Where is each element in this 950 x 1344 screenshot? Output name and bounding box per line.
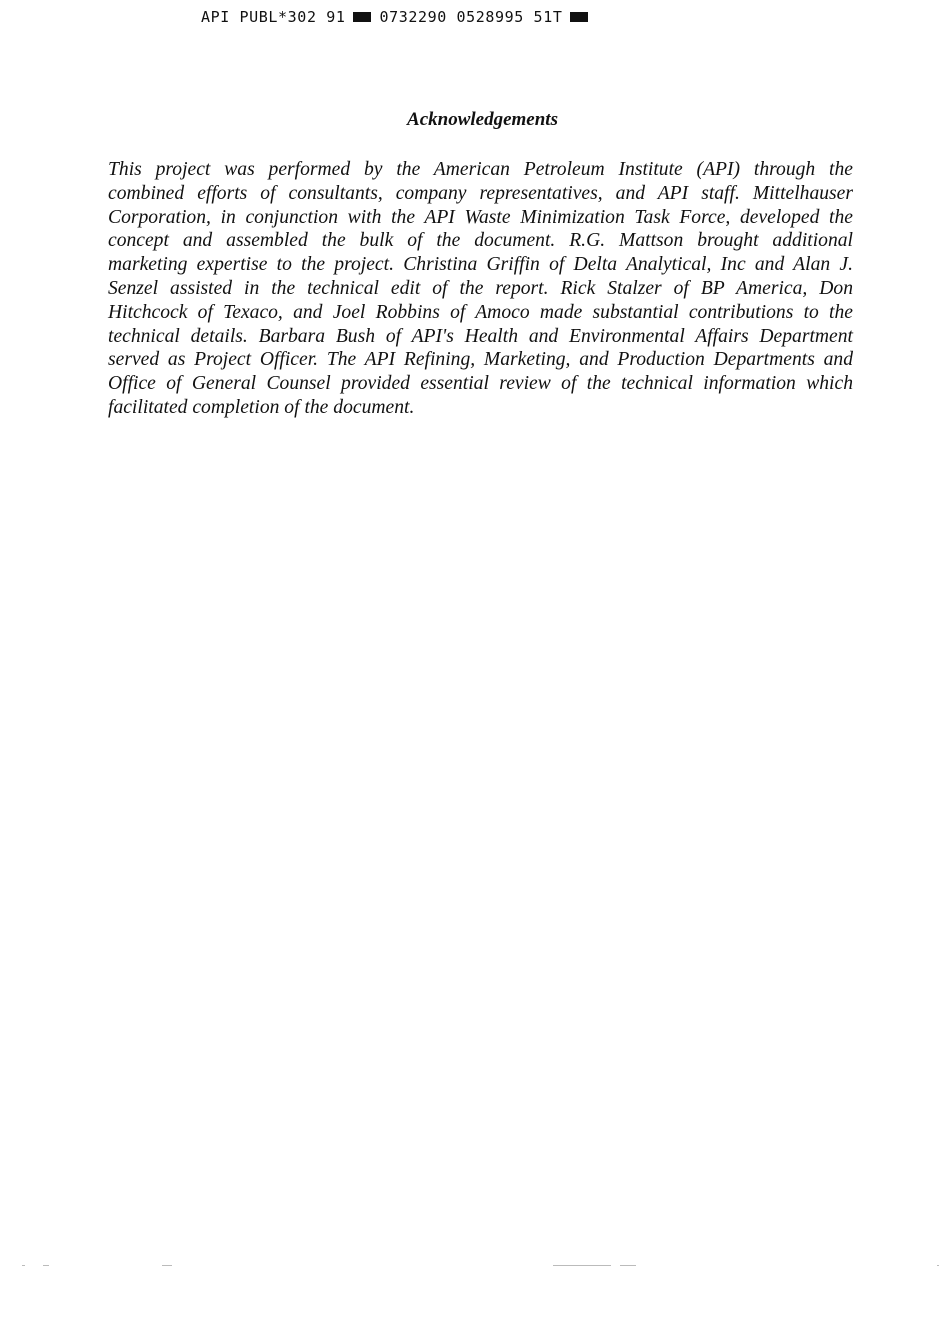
paragraph-line: marketing expertise to the project. Christina Griffin of Delta Analytical, Inc and Alan J.	[108, 254, 853, 276]
scan-artifact	[43, 1265, 49, 1266]
scan-artifact	[162, 1265, 172, 1266]
document-code-part2: 0732290 0528995 51T	[379, 8, 563, 26]
acknowledgements-paragraph	[108, 158, 853, 420]
scan-artifact	[620, 1265, 636, 1266]
page-title: Acknowledgements	[407, 109, 558, 130]
scan-artifact	[22, 1265, 25, 1266]
paragraph-line: Senzel assisted in the technical edit of the report. Rick Stalzer of BP America, Don	[108, 277, 853, 299]
paragraph-line: served as Project Officer. The API Refining, Marketing, and Production Departments and	[108, 349, 853, 371]
paragraph-line: facilitated completion of the document.	[108, 396, 415, 418]
document-id-header	[201, 8, 596, 26]
paragraph-line: technical details. Barbara Bush of API's Health and Environmental Affairs Department	[108, 325, 853, 347]
paragraph-line: concept and assembled the bulk of the document. R.G. Mattson brought additional	[108, 230, 853, 252]
document-code-part1: API PUBL*302 91	[201, 8, 346, 26]
redaction-block	[570, 12, 588, 22]
paragraph-line: Office of General Counsel provided essential review of the technical information which	[108, 373, 853, 395]
paragraph-line: combined efforts of consultants, company representatives, and API staff. Mittelhauser	[108, 182, 853, 204]
paragraph-line: This project was performed by the American Petroleum Institute (API) through the	[108, 159, 853, 180]
paragraph-line: Hitchcock of Texaco, and Joel Robbins of Amoco made substantial contributions to the	[108, 301, 853, 323]
scan-artifact	[553, 1265, 611, 1266]
paragraph-line: Corporation, in conjunction with the API Waste Minimization Task Force, developed the	[108, 206, 853, 228]
scan-artifact	[937, 1265, 939, 1266]
redaction-block	[353, 12, 371, 22]
